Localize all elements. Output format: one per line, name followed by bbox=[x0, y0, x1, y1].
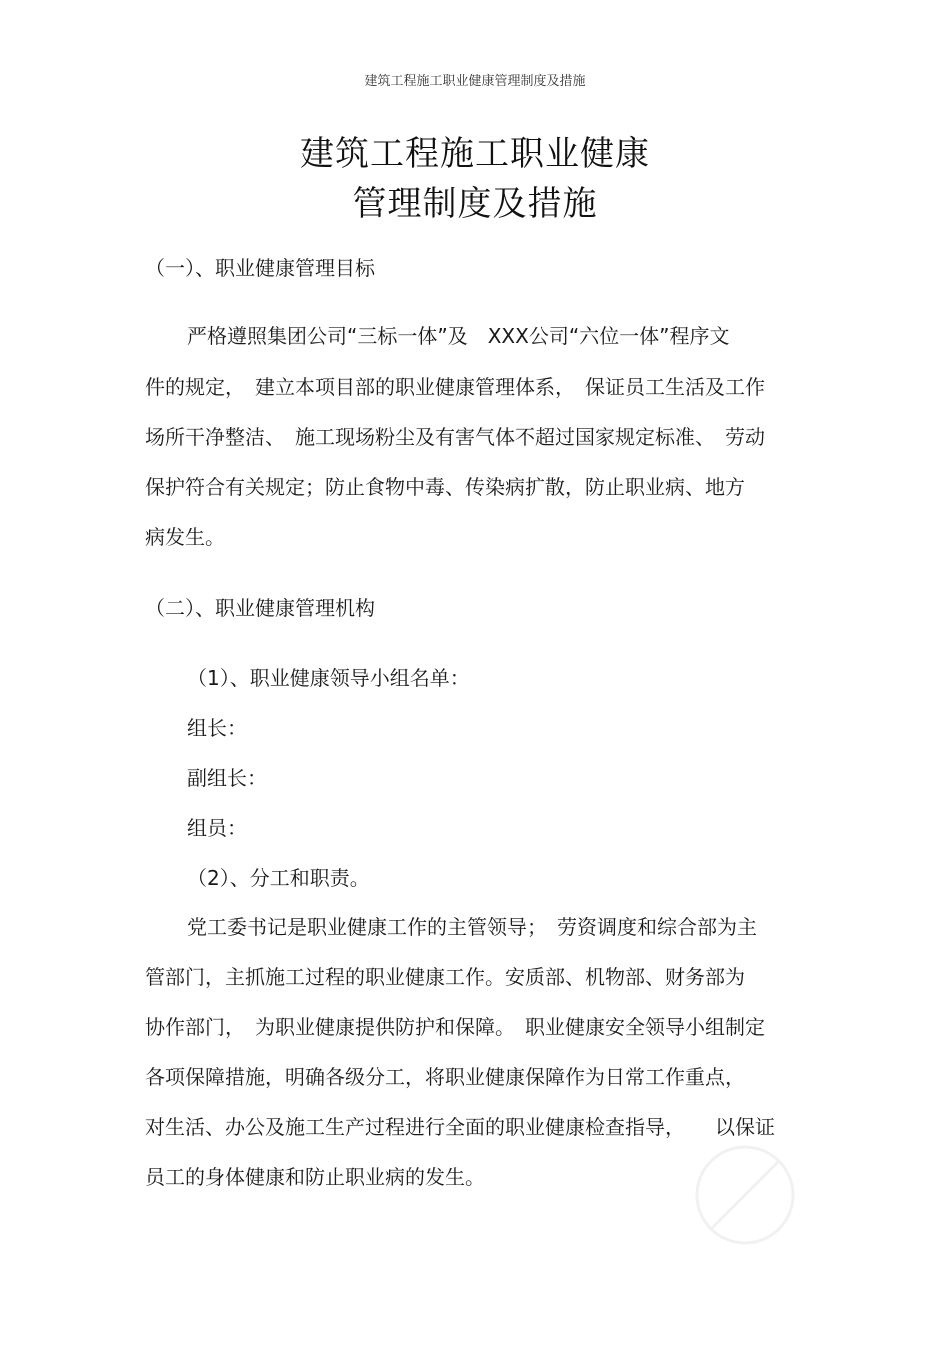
section-2-paragraph-line: 党工委书记是职业健康工作的主管领导； 劳资调度和综合部为主 bbox=[187, 915, 757, 939]
section-1-paragraph-line: 病发生。 bbox=[145, 525, 225, 549]
section-2-paragraph-line: 各项保障措施，明确各级分工，将职业健康保障作为日常工作重点， bbox=[145, 1065, 745, 1089]
section-1-paragraph-line: 件的规定， 建立本项目部的职业健康管理体系， 保证员工生活及工作 bbox=[145, 375, 765, 399]
vice-leader-label: 副组长： bbox=[187, 766, 267, 790]
faint-watermark-mark bbox=[690, 1140, 800, 1250]
section-1-heading: （一）、职业健康管理目标 bbox=[145, 256, 375, 280]
leadership-group-heading: （1）、职业健康领导小组名单： bbox=[187, 666, 470, 690]
section-1-paragraph-line: 保护符合有关规定；防止食物中毒、传染病扩散，防止职业病、地方 bbox=[145, 475, 745, 499]
section-2-paragraph-line: 管部门，主抓施工过程的职业健康工作。安质部、机物部、财务部为 bbox=[145, 965, 745, 989]
duties-heading: （2）、分工和职责。 bbox=[187, 866, 370, 890]
section-2-paragraph-line: 协作部门， 为职业健康提供防护和保障。 职业健康安全领导小组制定 bbox=[145, 1015, 765, 1039]
document-title-line-1: 建筑工程施工职业健康 bbox=[300, 134, 650, 174]
group-leader-label: 组长： bbox=[187, 716, 247, 740]
section-2-paragraph-line: 员工的身体健康和防止职业病的发生。 bbox=[145, 1165, 485, 1189]
document-title-line-2: 管理制度及措施 bbox=[352, 184, 598, 224]
section-2-paragraph-line: 对生活、办公及施工生产过程进行全面的职业健康检查指导， 以保证 bbox=[145, 1115, 775, 1139]
section-2-heading: （二）、职业健康管理机构 bbox=[145, 596, 375, 620]
section-1-paragraph-line: 严格遵照集团公司“三标一体”及 XXX公司“六位一体”程序文 bbox=[187, 324, 730, 348]
section-1-paragraph-line: 场所干净整洁、 施工现场粉尘及有害气体不超过国家规定标准、 劳动 bbox=[145, 425, 765, 449]
members-label: 组员： bbox=[187, 816, 247, 840]
running-header: 建筑工程施工职业健康管理制度及措施 bbox=[364, 74, 586, 89]
